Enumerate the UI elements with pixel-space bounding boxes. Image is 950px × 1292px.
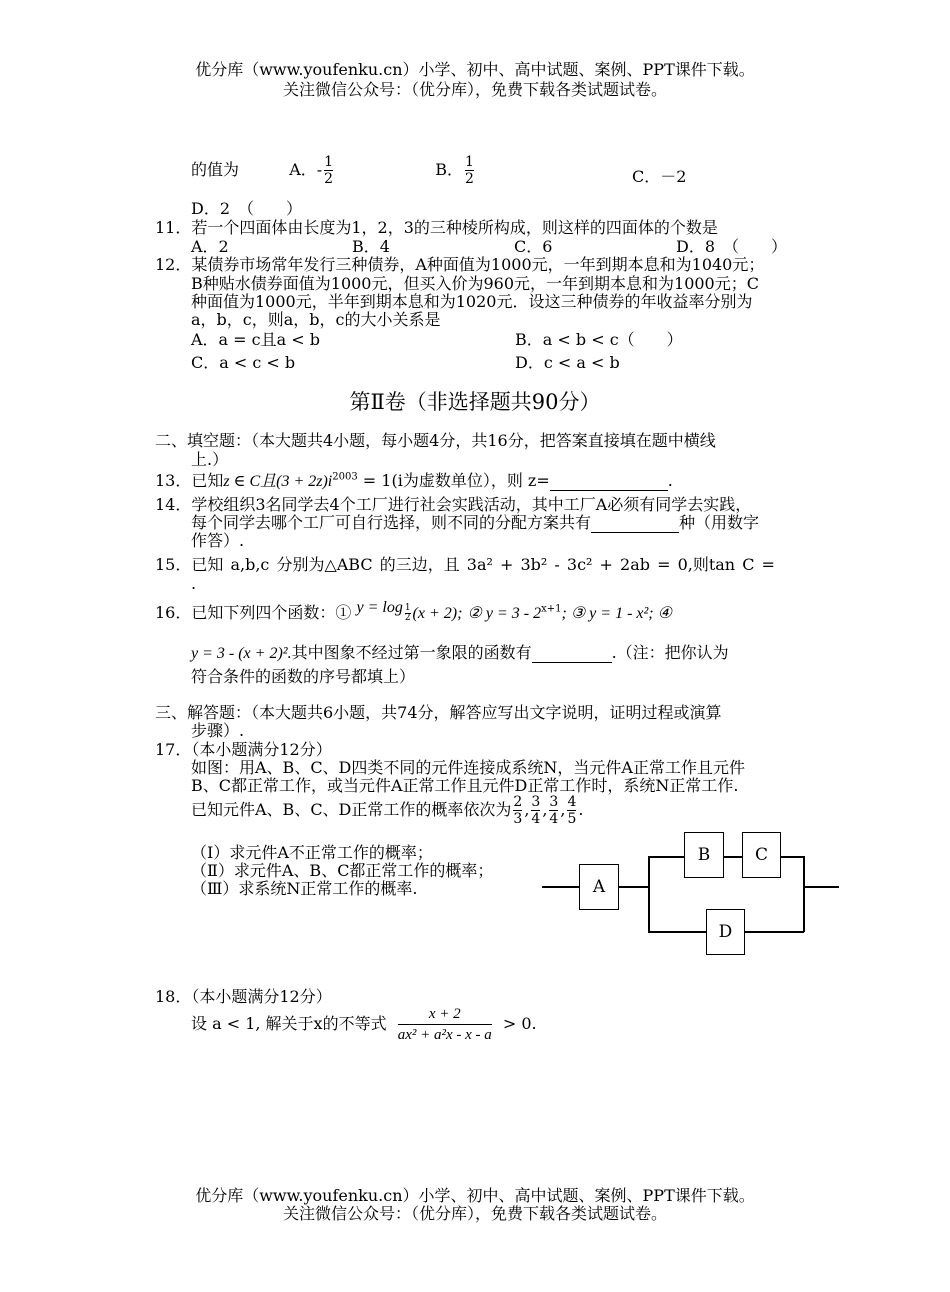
q12-option-c: C．a < c < b bbox=[191, 353, 296, 372]
q17-line-3: 已知元件A、B、C、D正常工作的概率依次为 $\frac{2}{3}$ , $\frac{3}{4}$ , $\frac{3}{4}$ , $\frac{4}{5}$ . bbox=[191, 794, 584, 827]
q14-answer-blank[interactable] bbox=[591, 516, 679, 533]
q12-line-4: a，b，c，则a，b，c的大小关系是 bbox=[191, 310, 441, 329]
section-3-line-1: 三、解答题：（本大题共6小题，共74分，解答应写出文字说明，证明过程或演算 bbox=[155, 703, 722, 722]
q12-line-2: B种贴水债券面值为1000元，但买入价为960元，一年到期本息和为1000元；C bbox=[191, 274, 759, 293]
q17-line-1: 如图：用A、B、C、D四类不同的元件连接成系统N，当元件A正常工作且元件 bbox=[191, 758, 745, 777]
q11-option-d: D．8 （ ） bbox=[676, 237, 788, 256]
q16-line-3: 符合条件的函数的序号都填上） bbox=[191, 667, 416, 686]
section-2-line-1: 二、填空题：（本大题共4小题，每小题4分，共16分，把答案直接填在题中横线 bbox=[155, 431, 716, 450]
section-2-line-2: 上.） bbox=[191, 450, 229, 469]
q18-head: 18．（本小题满分12分） bbox=[155, 987, 332, 1006]
component-b: B bbox=[684, 832, 724, 878]
header-line-2: 关注微信公众号：（优分库），免费下载各类试题试卷。 bbox=[282, 80, 667, 99]
q18-inequality: 设 a < 1, 解关于x的不等式 $\frac{x + 2}{\text{ax² + a²x - x - a}}$ > 0. bbox=[191, 1006, 537, 1043]
q15-line-2: . bbox=[191, 574, 197, 593]
part-2-title: 第Ⅱ卷（非选择题共90分） bbox=[349, 390, 601, 414]
q13-answer-blank[interactable] bbox=[550, 474, 668, 491]
q14-line-3: 作答）. bbox=[191, 531, 245, 550]
q16-answer-blank[interactable] bbox=[532, 646, 612, 663]
q11-option-a: A．2 bbox=[191, 237, 229, 256]
q17-head: 17．（本小题满分12分） bbox=[155, 740, 332, 759]
q13: 13．已知z ∈ C且$(3 + 2z)i^{2003} = 1(i$为虚数单位），则 z= . bbox=[155, 471, 673, 490]
q11-option-b: B．4 bbox=[352, 237, 390, 256]
q14-line-2: 每个同学去哪个工厂可自行选择，则不同的分配方案共有 种（用数字 bbox=[191, 513, 760, 532]
footer-line-2: 关注微信公众号：（优分库），免费下载各类试题试卷。 bbox=[282, 1204, 667, 1223]
q12-line-1: 12．某债券市场常年发行三种债券，A种面值为1000元，一年到期本息和为1040元； bbox=[155, 255, 765, 274]
q10-option-c: C．－2 bbox=[632, 167, 687, 186]
q11-text: 11．若一个四面体由长度为1，2，3的三种棱所构成，则这样的四面体的个数是 bbox=[155, 218, 718, 237]
component-c: C bbox=[742, 832, 781, 878]
q10-option-a: A．- $\frac{1}{2}$ bbox=[289, 154, 334, 187]
q11-option-c: C．6 bbox=[514, 237, 553, 256]
q10-options bbox=[191, 154, 476, 187]
component-a: A bbox=[579, 864, 619, 910]
q12-option-a: A．a = c且a < b bbox=[191, 330, 320, 349]
q16-line-1: 16．已知下列四个函数：① y = log $\frac{1}{2}$ (x + 2); ② $y = 3 - 2^{x+1}$; ③ y = 1 - x²; ④ bbox=[155, 599, 672, 623]
q17-sub-3: （Ⅲ）求系统N正常工作的概率. bbox=[191, 879, 418, 898]
q10-prefix: 的值为 bbox=[191, 160, 240, 179]
q12-option-b: B．a < b < c（ ） bbox=[515, 330, 683, 349]
q17-line-2: B、C都正常工作，或当元件A正常工作且元件D正常工作时，系统N正常工作. bbox=[191, 776, 739, 795]
q12-line-3: 种面值为1000元，半年到期本息和为1020元．设这三种债券的年收益率分别为 bbox=[191, 292, 753, 311]
component-d: D bbox=[706, 909, 745, 955]
q10-option-b: B． $\frac{1}{2}$ bbox=[435, 154, 474, 187]
q12-option-d: D．c < a < b bbox=[515, 353, 620, 372]
q10-option-d: D．2 （ ） bbox=[191, 199, 303, 218]
q17-sub-1: （Ⅰ）求元件A不正常工作的概率； bbox=[191, 843, 433, 862]
section-3-line-2: 步骤）. bbox=[191, 721, 245, 740]
q17-sub-2: （Ⅱ）求元件A、B、C都正常工作的概率； bbox=[191, 861, 494, 880]
q15-line-1: 15．已知 a,b,c 分别为△ABC 的三边，且 3a² + 3b² - 3c² + 2ab = 0,则tan C = bbox=[155, 555, 775, 574]
q14-line-1: 14．学校组织3名同学去4个工厂进行社会实践活动，其中工厂A必须有同学去实践， bbox=[155, 495, 752, 514]
header-line-1: 优分库（www.youfenku.cn）小学、初中、高中试题、案例、PPT课件下载。 bbox=[195, 60, 755, 79]
q16-line-2: y = 3 - (x + 2)².其中图象不经过第一象限的函数有 .（注：把你认为 bbox=[191, 643, 729, 662]
footer-line-1: 优分库（www.youfenku.cn）小学、初中、高中试题、案例、PPT课件下载。 bbox=[195, 1186, 755, 1205]
